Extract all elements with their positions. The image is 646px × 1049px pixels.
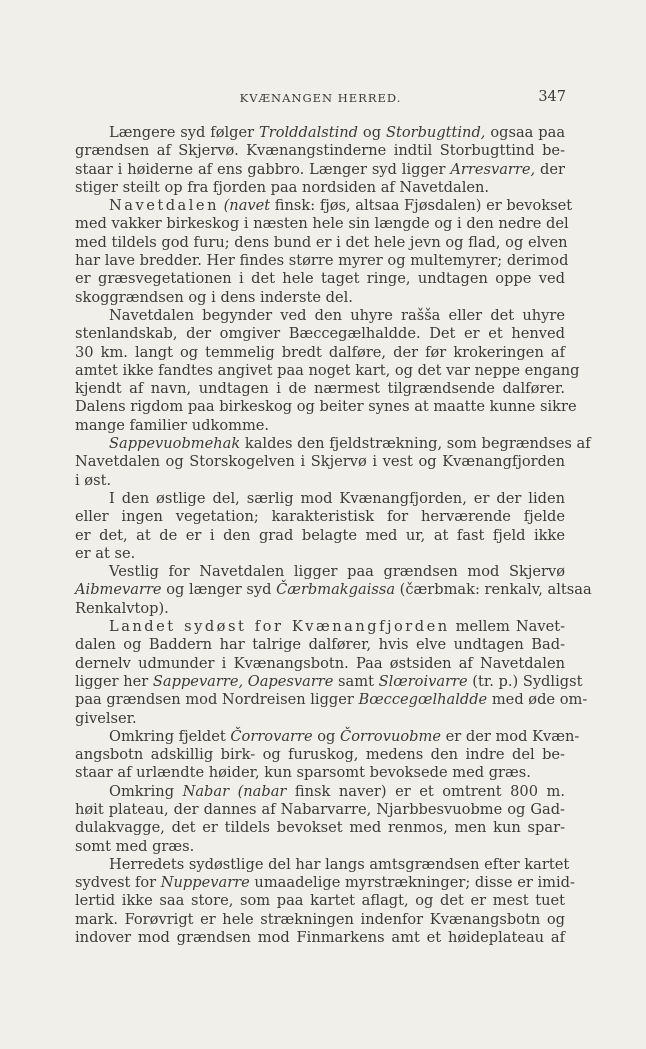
- text-line: [75, 124, 565, 142]
- text-run: med tildels god furu; dens bund er i det hele jevn og flad, og elven: [75, 233, 568, 251]
- text-run: grændsen af Skjervø. Kvænangstinderne indtil Storbugttind be-: [75, 142, 565, 160]
- text-run: og: [358, 124, 386, 141]
- page-number: 347: [538, 89, 566, 105]
- text-run: er at se.: [75, 544, 136, 562]
- text-run: Omkring fjeldet: [109, 727, 231, 745]
- italic-term: Čærbmakgaissa: [276, 581, 396, 599]
- italic-term: Bœccegœlhaldde: [358, 691, 488, 709]
- text-run: stenlandskab, der omgiver Bæccegælhaldde. Det er et henved: [75, 325, 565, 343]
- text-run: Herredets sydøstlige del har langs amtsgrændsen efter kartet: [109, 855, 570, 873]
- text-run: stiger steilt op fra fjorden paa nordsiden af Navetdalen.: [75, 178, 490, 196]
- text-run: finsk: fjøs, altsaa Fjøsdalen) er bevokset: [270, 197, 573, 215]
- text-line: [75, 380, 565, 398]
- text-line: [75, 783, 565, 801]
- text-run: (tr. p.) Sydligst: [467, 672, 583, 690]
- text-run: Dalens rigdom paa birkeskog og beiter synes at maatte kunne sikre: [75, 398, 577, 416]
- text-run: Navetdalen begynder ved den uhyre rašša eller det uhyre: [109, 306, 565, 324]
- text-run: givelser.: [75, 709, 137, 727]
- text-line: [75, 545, 565, 563]
- text-run: lertid ikke saa store, som paa kartet aflagt, og det er mest tuet: [75, 892, 565, 910]
- text-run: indover mod grændsen mod Finmarkens amt et høideplateau af: [75, 929, 565, 947]
- italic-term: Čorrovuobme: [340, 727, 441, 745]
- text-run: somt med græs.: [75, 837, 195, 855]
- text-run: Omkring: [109, 782, 183, 800]
- text-line: [75, 307, 565, 325]
- text-line: [75, 142, 565, 160]
- text-run: paa grændsen mod Nordreisen ligger: [75, 691, 359, 709]
- text-line: [75, 325, 565, 343]
- text-line: [75, 655, 565, 673]
- text-line: [75, 746, 565, 764]
- text-run: i øst.: [75, 471, 112, 489]
- italic-term: Sappevarre, Oapesvarre: [152, 672, 334, 690]
- text-line: [75, 892, 565, 910]
- text-line: [75, 672, 583, 691]
- text-line: [75, 527, 565, 545]
- text-run: staar i høiderne af ens gabbro. Længer syd ligger: [75, 160, 451, 178]
- text-line: [75, 435, 591, 453]
- text-line: [75, 855, 570, 874]
- text-run: Vestlig for Navetdalen ligger paa grændsen mod Skjervø: [109, 563, 565, 581]
- text-run: har lave bredder. Her findes større myrer og multemyrer; derimod: [75, 252, 569, 270]
- text-run: der: [535, 160, 565, 178]
- text-line: [75, 801, 565, 819]
- italic-term: Sappevuobmehak: [109, 435, 241, 453]
- text-run: dernelv udmunder i Kvænangsbotn. Paa østsiden af Navetdalen: [75, 654, 565, 672]
- text-run: Renkalvtop).: [75, 599, 169, 617]
- text-run: 30 km. langt og temmelig bredt dalføre, der før krokeringen af: [75, 343, 565, 361]
- text-line: [75, 636, 565, 654]
- text-line: [75, 361, 580, 380]
- italic-term: (navet: [223, 197, 271, 215]
- text-line: [75, 344, 565, 362]
- text-line: [75, 508, 565, 526]
- text-run: mellem Navet-: [449, 618, 565, 636]
- text-run: og længer syd: [161, 581, 277, 599]
- text-run: mange familier udkomme.: [75, 416, 270, 434]
- text-run: er græsvegetationen i det hele taget ringe, undtagen oppe ved: [75, 270, 565, 288]
- text-line: [75, 911, 565, 929]
- text-run: (čærbmak: renkalv, altsaa: [395, 581, 592, 599]
- text-run: mark. Forøvrigt er hele strækningen indenfor Kvænangsbotn og: [75, 910, 565, 928]
- text-run: umaadelige myrstrækninger; disse er imid-: [249, 874, 575, 892]
- text-run: med vakker birkeskog i næsten hele sin længde og i den nedre del: [75, 215, 569, 233]
- text-line: [75, 398, 577, 416]
- text-line: [75, 691, 588, 709]
- text-run: finsk naver) er et omtrent 800 m.: [286, 782, 565, 800]
- text-run: eller ingen vegetation; karakteristisk for herværende fjelde: [75, 508, 565, 526]
- text-run: staar af urlændte høider, kun sparsomt bevoksede med græs.: [75, 764, 531, 782]
- text-run: dulakvagge, det er tildels bevokset med renmos, men kun spar-: [75, 819, 565, 837]
- header-title: KVÆNANGEN HERRED.: [239, 91, 402, 105]
- text-line: [75, 453, 565, 471]
- text-run: I den østlige del, særlig mod Kvænangfjorden, er der liden: [109, 489, 565, 507]
- text-run: med øde om-: [487, 691, 588, 709]
- text-line: [75, 233, 568, 252]
- text-run: kaldes den fjeldstrækning, som begrændses af: [240, 435, 591, 453]
- text-line: [75, 838, 565, 856]
- text-run: Navetdalen: [109, 197, 219, 215]
- italic-term: Arresvarre,: [450, 160, 536, 178]
- italic-term: Nabar (nabar: [182, 782, 287, 800]
- text-run: samt: [333, 672, 379, 690]
- italic-term: Nuppevarre: [160, 874, 250, 892]
- text-line: [75, 161, 565, 179]
- text-run: sydvest for: [75, 874, 161, 892]
- text-line: [75, 874, 575, 892]
- text-line: [75, 215, 569, 233]
- text-line: [75, 490, 565, 508]
- text-run: angsbotn adskillig birk- og furuskog, medens den indre del be-: [75, 746, 565, 764]
- text-run: er det, at de er i den grad belagte med ur, at fast fjeld ikke: [75, 526, 565, 544]
- text-line: [75, 270, 565, 288]
- italic-term: Storbugttind,: [385, 124, 486, 141]
- body-text: [75, 124, 592, 947]
- text-line: [75, 727, 580, 746]
- text-line: [75, 929, 565, 947]
- text-run: amtet ikke fandtes angivet paa noget kart, og det var neppe engang: [75, 361, 580, 379]
- text-run: ogsaa paa: [485, 124, 566, 141]
- text-run: Længere syd følger: [109, 124, 260, 141]
- text-line: [75, 618, 565, 636]
- text-line: [75, 563, 565, 581]
- italic-term: Slœroivarre: [378, 672, 468, 690]
- text-line: [75, 197, 573, 215]
- text-run: Landet sydøst for Kvænangfjorden: [109, 618, 450, 636]
- italic-term: Aibmevarre: [75, 581, 162, 599]
- text-line: [75, 179, 565, 197]
- text-run: kjendt af navn, undtagen i de nærmest tilgrændsende dalfører.: [75, 380, 565, 398]
- text-line: [75, 472, 565, 490]
- text-line: [75, 581, 592, 599]
- text-run: skoggrændsen og i dens inderste del.: [75, 288, 353, 306]
- text-run: ligger her: [75, 672, 153, 690]
- text-run: og: [312, 727, 341, 745]
- text-run: dalen og Baddern har talrige dalfører, hvis elve undtagen Bad-: [75, 636, 565, 654]
- italic-term: Čorrovarre: [230, 727, 313, 745]
- text-line: [75, 252, 569, 270]
- text-line: [75, 289, 565, 307]
- text-run: er der mod Kvæn-: [440, 727, 580, 745]
- text-line: [75, 417, 565, 435]
- text-line: [75, 710, 565, 728]
- text-line: [75, 764, 565, 782]
- running-header: [75, 91, 566, 109]
- text-line: [75, 600, 565, 618]
- text-line: [75, 819, 565, 837]
- text-run: Navetdalen og Storskogelven i Skjervø i vest og Kvænangfjorden: [75, 453, 565, 471]
- text-run: høit plateau, der dannes af Nabarvarre, Njarbbesvuobme og Gad-: [75, 800, 565, 818]
- italic-term: Trolddalstind: [259, 124, 358, 141]
